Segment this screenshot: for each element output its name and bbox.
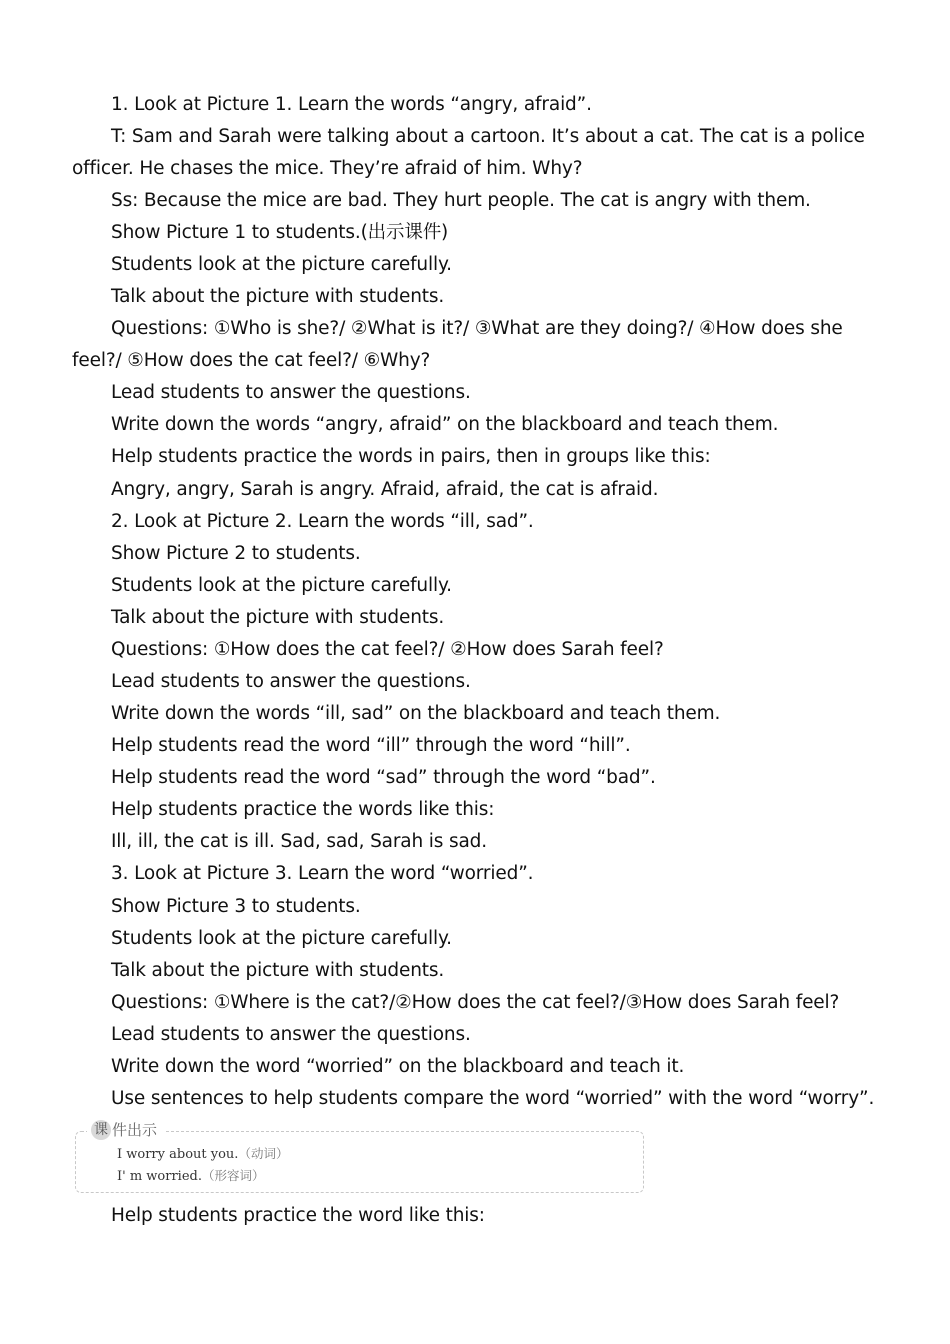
text-line: Lead students to answer the questions.: [111, 382, 471, 403]
text-line: officer. He chases the mice. They’re afraid of him. Why?: [72, 158, 583, 179]
text-line: Use sentences to help students compare the word “worried” with the word “worry”.: [111, 1088, 875, 1109]
text-line: Ss: Because the mice are bad. They hurt people. The cat is angry with them.: [111, 190, 811, 211]
courseware-line: [117, 1167, 265, 1186]
text-line: 1. Look at Picture 1. Learn the words “angry, afraid”.: [111, 94, 592, 115]
text-line: Angry, angry, Sarah is angry. Afraid, afraid, the cat is afraid.: [111, 479, 659, 500]
text-line: Help students practice the words in pairs, then in groups like this:: [111, 446, 711, 467]
text-line: Show Picture 1 to students.(出示课件): [111, 222, 449, 243]
text-line: Questions: ①Who is she?/ ②What is it?/ ③What are they doing?/ ④How does she: [111, 318, 843, 339]
courseware-tag-icon: 课: [91, 1120, 111, 1140]
courseware-tag-label: 件出示: [112, 1121, 158, 1139]
text-line: Questions: ①Where is the cat?/②How does the cat feel?/③How does Sarah feel?: [111, 992, 840, 1013]
text-line: Help students practice the word like this:: [111, 1205, 485, 1226]
text-line: Write down the words “angry, afraid” on the blackboard and teach them.: [111, 414, 779, 435]
text-line: Write down the words “ill, sad” on the blackboard and teach them.: [111, 703, 721, 724]
text-line: Talk about the picture with students.: [111, 607, 445, 628]
text-line: Help students practice the words like this:: [111, 799, 495, 820]
text-line: Students look at the picture carefully.: [111, 928, 452, 949]
text-line: Lead students to answer the questions.: [111, 671, 471, 692]
text-line: Help students read the word “sad” through the word “bad”.: [111, 767, 656, 788]
text-line: Write down the word “worried” on the blackboard and teach it.: [111, 1056, 685, 1077]
text-line: Students look at the picture carefully.: [111, 254, 452, 275]
text-line: feel?/ ⑤How does the cat feel?/ ⑥Why?: [72, 350, 431, 371]
text-line: Help students read the word “ill” through the word “hill”.: [111, 735, 631, 756]
text-line: 3. Look at Picture 3. Learn the word “worried”.: [111, 863, 534, 884]
courseware-sentence: I' m worried.: [117, 1169, 202, 1184]
courseware-note: （形容词）: [202, 1168, 265, 1183]
text-line: Lead students to answer the questions.: [111, 1024, 471, 1045]
text-line: Talk about the picture with students.: [111, 960, 445, 981]
courseware-tag: [87, 1118, 165, 1142]
text-line: Students look at the picture carefully.: [111, 575, 452, 596]
text-line: Questions: ①How does the cat feel?/ ②How does Sarah feel?: [111, 639, 664, 660]
text-line: Ill, ill, the cat is ill. Sad, sad, Sarah is sad.: [111, 831, 488, 852]
courseware-note: （动词）: [238, 1146, 289, 1161]
text-line: Show Picture 2 to students.: [111, 543, 361, 564]
courseware-line: [117, 1145, 288, 1164]
text-line: Show Picture 3 to students.: [111, 896, 361, 917]
text-line: T: Sam and Sarah were talking about a cartoon. It’s about a cat. The cat is a police: [111, 126, 865, 147]
text-line: 2. Look at Picture 2. Learn the words “ill, sad”.: [111, 511, 534, 532]
courseware-sentence: I worry about you.: [117, 1147, 239, 1162]
text-line: Talk about the picture with students.: [111, 286, 445, 307]
